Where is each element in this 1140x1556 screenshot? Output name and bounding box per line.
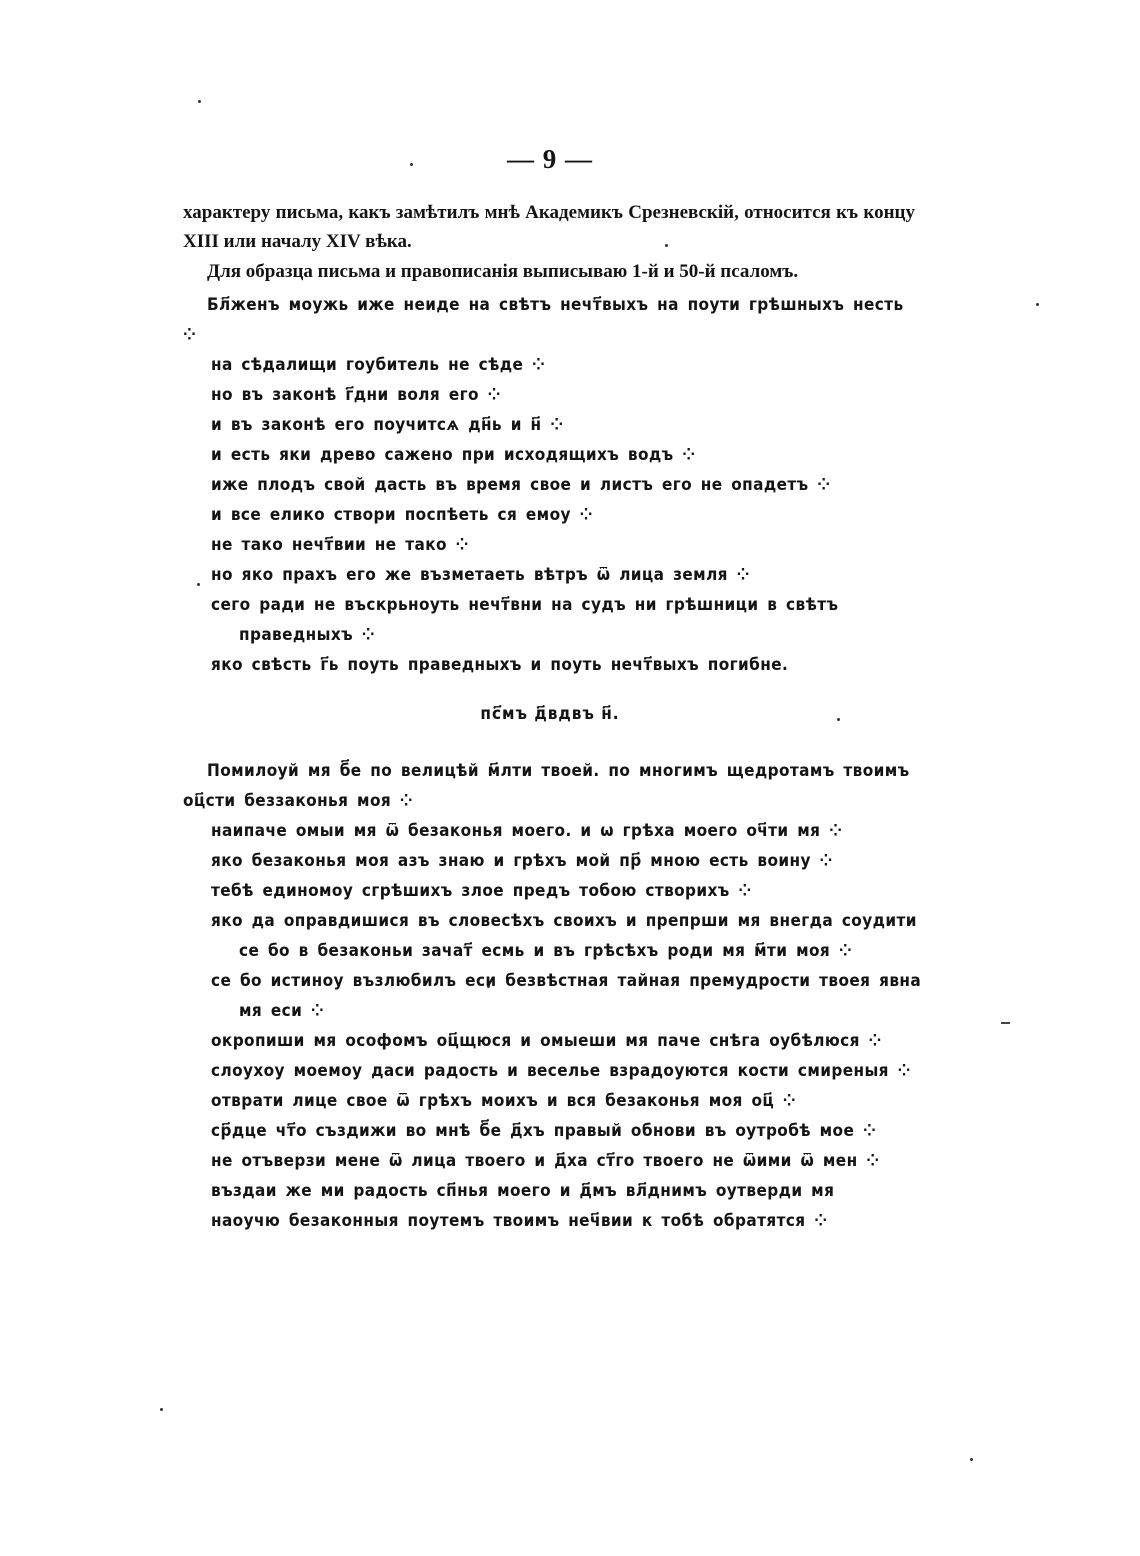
psalm-1-verse: и въ законѣ его поучитсѧ дн҃ь и н҃ ⁘ — [211, 415, 564, 435]
stray-mark — [160, 1408, 163, 1411]
psalm-1-verse: но яко прахъ его же възметаеть вѣтръ ѿ лица земля ⁘ — [211, 565, 750, 585]
psalm-50-verse: наоучю безаконныя поутемъ твоимъ неч҃вии к тобѣ обратятся ⁘ — [211, 1211, 828, 1231]
page-number: — 9 — — [507, 144, 593, 174]
psalm-1-verse: но въ законѣ г҃дни воля его ⁘ — [211, 385, 501, 405]
psalm-50-title: пс҃мъ д҃вдвъ н҃. — [480, 704, 620, 724]
psalm-1-verse: на сѣдалищи гоубитель не сѣде ⁘ — [211, 355, 546, 375]
psalm-50-verse: тебѣ единомоу сгрѣшихъ злое предъ тобою створихъ ⁘ — [211, 881, 752, 901]
psalm-1-verse: сего ради не въскрьноуть нечт҃вни на судъ ни грѣшници в свѣтъ праведныхъ ⁘ — [211, 595, 839, 645]
psalm-1-verse: яко свѣсть г҃ь поуть праведныхъ и поуть нечт҃выхъ погибне. — [211, 655, 789, 675]
psalm-50-verse: окропиши мя ософомъ оц҃щюся и омыеши мя паче снѣга оубѣлюся ⁘ — [211, 1031, 882, 1051]
psalm-1-verse: не тако нечт҃вии не тако ⁘ — [211, 535, 469, 555]
psalm-1-verse: Бл҃женъ моужь иже неиде на свѣтъ нечт҃выхъ на поути грѣшныхъ несть ⁘ — [183, 295, 904, 345]
stray-mark — [1001, 1022, 1010, 1024]
stray-mark — [970, 1458, 973, 1461]
sample-note: Для образца письма и правописанія выписываю 1-й и 50-й псаломъ. — [207, 261, 799, 282]
psalm-50-verse: Помилоуй мя б҃е по велицѣй м҃лти твоей. по многимъ щедротамъ твоимъ оц҃сти беззаконья моя ⁘ — [183, 761, 910, 811]
stray-mark — [1036, 303, 1039, 306]
psalm-50-verse: въздаи же ми радость сп҃нья моего и д҃мъ вл҃днимъ оутверди мя — [211, 1181, 835, 1201]
stray-mark — [198, 100, 201, 103]
psalm-50-verse: яко безаконья моя азъ знаю и грѣхъ мой пр҃ мною есть воину ⁘ — [211, 851, 833, 871]
psalm-1-verse: иже плодъ свой дасть въ время свое и листъ его не опадетъ ⁘ — [211, 475, 831, 495]
psalm-50-verse: ср҃дце чт҃о създижи во мнѣ б҃е д҃хъ правый обнови въ оутробѣ мое ⁘ — [211, 1121, 877, 1141]
psalm-1-verse: и все елико створи поспѣеть ся емоу ⁘ — [211, 505, 593, 525]
psalm-50-verse: яко да оправдишися въ словесѣхъ своихъ и препрши мя внегда соудити се бо в безаконьи зачат҃ есмь и въ грѣсѣхъ роди мя м҃ти моя ⁘ — [211, 911, 917, 961]
psalm-1-verse: и есть яки древо сажено при исходящихъ водъ ⁘ — [211, 445, 696, 465]
psalm-50 — [183, 756, 923, 1236]
psalm-50-verse: слоухоу моемоу даси радость и веселье взрадоуются кости смиреныя ⁘ — [211, 1061, 911, 1081]
intro-paragraph: характеру письма, какъ замѣтилъ мнѣ Академикъ Срезневскій, относится къ концу XIII или началу XIV вѣка. — [183, 202, 915, 252]
psalm-50-verse: наипаче омыи мя ѿ безаконья моего. и ѡ грѣха моего оч҃ти мя ⁘ — [211, 821, 843, 841]
psalm-1 — [183, 290, 923, 680]
psalm-50-verse: се бо истиноу възлюбилъ еси безвѣстная тайная премудрости твоея явна мя еси ⁘ — [211, 971, 922, 1021]
psalm-50-verse: не отъверзи мене ѿ лица твоего и д҃ха ст҃го твоего не ѿими ѿ мен ⁘ — [211, 1151, 880, 1171]
psalm-50-verse: отврати лице свое ѿ грѣхъ моихъ и вся безаконья моя оц҃ ⁘ — [211, 1091, 797, 1111]
